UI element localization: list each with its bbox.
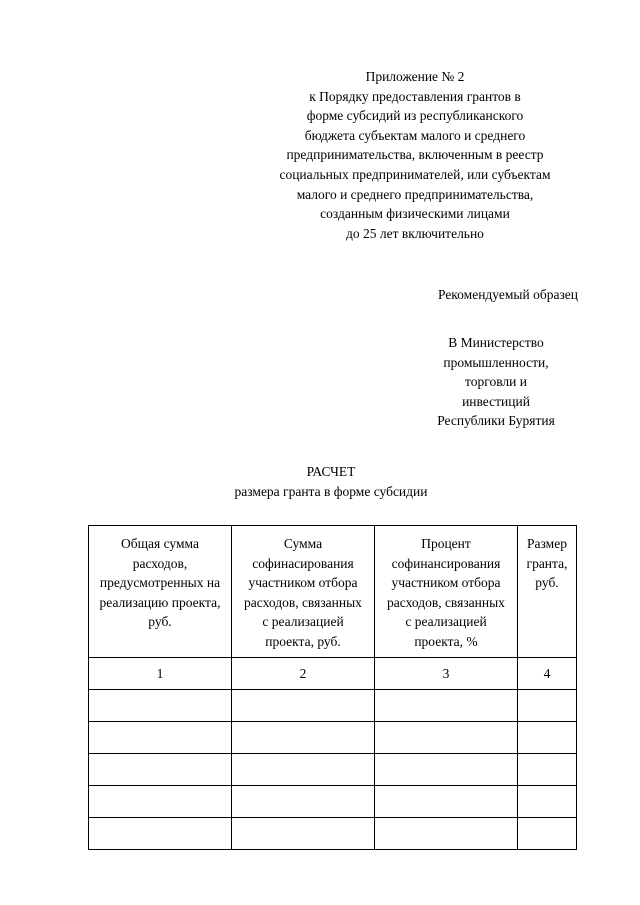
table-cell <box>518 818 577 850</box>
table-cell <box>375 786 518 818</box>
table-cell <box>89 786 232 818</box>
addressee-line: В Министерство <box>448 335 544 350</box>
addressee-block <box>410 333 582 431</box>
table-cell <box>232 786 375 818</box>
annex-header <box>250 67 580 243</box>
table-cell <box>518 690 577 722</box>
table-cell <box>375 690 518 722</box>
document-title: РАСЧЕТ <box>306 464 356 479</box>
column-number: 4 <box>518 658 577 690</box>
table-cell <box>232 722 375 754</box>
column-header-cofinancing-percent: Процент софинансирования участником отбора расходов, связанных с реализацией проекта, % <box>375 526 518 658</box>
table-cell <box>232 754 375 786</box>
table-row <box>89 690 577 722</box>
annex-line: социальных предпринимателей, или субъектам <box>279 166 551 182</box>
annex-line: малого и среднего предпринимательства, <box>296 186 534 202</box>
table-cell <box>375 722 518 754</box>
table-cell <box>518 754 577 786</box>
column-header-total-expenses: Общая сумма расходов, предусмотренных на реализацию проекта, руб. <box>89 526 232 658</box>
column-number-row <box>89 658 577 690</box>
column-number: 1 <box>89 658 232 690</box>
annex-line: бюджета субъектам малого и среднего <box>304 127 526 143</box>
table-row <box>89 786 577 818</box>
grant-calculation-table <box>88 525 577 850</box>
annex-title: Приложение № 2 <box>365 69 465 84</box>
table-cell <box>375 754 518 786</box>
addressee-line: промышленности, <box>443 354 549 370</box>
document-heading <box>0 462 640 502</box>
table-cell <box>89 754 232 786</box>
addressee-line: Республики Бурятия <box>437 413 555 428</box>
addressee-line: инвестиций <box>462 393 530 409</box>
addressee-line: торговли и <box>465 374 527 389</box>
annex-line: созданным физическими лицами <box>320 206 510 222</box>
table-row <box>89 754 577 786</box>
recommended-sample-label: Рекомендуемый образец <box>437 287 578 302</box>
annex-line: к Порядку предоставления грантов в <box>309 88 521 104</box>
annex-line: предпринимательства, включенным в реестр <box>286 147 544 163</box>
table-row <box>89 818 577 850</box>
table-cell <box>375 818 518 850</box>
table-cell <box>232 818 375 850</box>
table-cell <box>89 722 232 754</box>
column-header-cofinancing-amount: Сумма софинасирования участником отбора расходов, связанных с реализацией проекта, руб. <box>232 526 375 658</box>
column-header-grant-amount: Размер гранта, руб. <box>518 526 577 658</box>
table-header-row <box>89 526 577 658</box>
table-cell <box>518 786 577 818</box>
annex-line: до 25 лет включительно <box>346 225 484 241</box>
table-cell <box>232 690 375 722</box>
column-number: 2 <box>232 658 375 690</box>
table-cell <box>89 818 232 850</box>
annex-line: форме субсидий из республиканского <box>306 108 524 124</box>
table-cell <box>89 690 232 722</box>
table-row <box>89 722 577 754</box>
column-number: 3 <box>375 658 518 690</box>
document-subtitle: размера гранта в форме субсидии <box>234 484 428 499</box>
table-cell <box>518 722 577 754</box>
